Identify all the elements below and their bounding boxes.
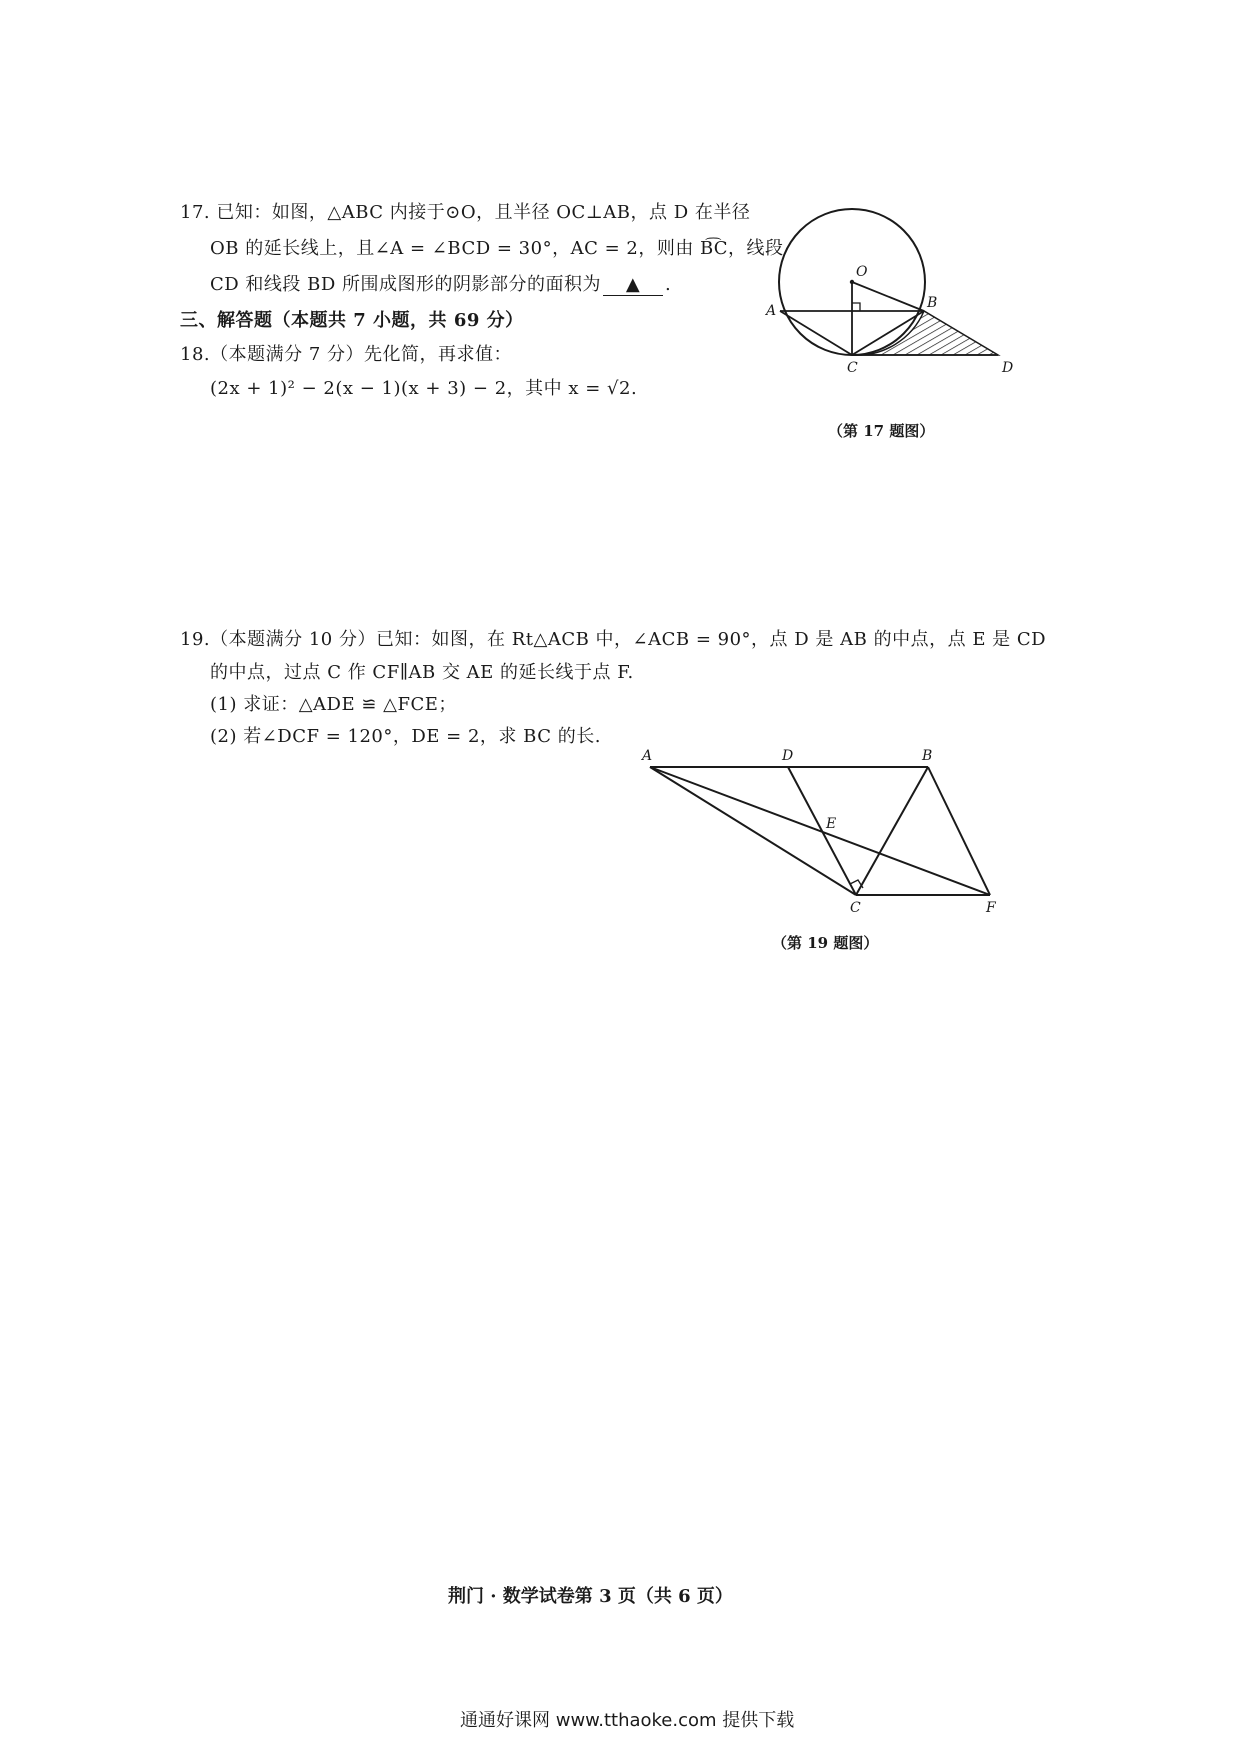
label-c: C (850, 900, 861, 916)
q17-line3 (210, 270, 671, 296)
label-f: F (986, 900, 996, 916)
label-a: A (642, 748, 653, 764)
label-e: E (826, 816, 837, 832)
shaded-region (852, 311, 998, 355)
segment-bc (856, 767, 928, 895)
q19-line2: 的中点，过点 C 作 CF∥AB 交 AE 的延长线于点 F. (210, 662, 634, 683)
figure-17-caption: （第 17 题图） (828, 422, 935, 440)
q18-expression: (2x + 1)² − 2(x − 1)(x + 3) − 2，其中 x = √2. (210, 378, 638, 399)
label-a: A (766, 303, 777, 319)
label-d: D (1002, 360, 1014, 376)
figure-19-caption: （第 19 题图） (772, 934, 879, 952)
label-c: C (847, 360, 858, 376)
label-b: B (922, 748, 933, 764)
segment-ac (780, 311, 852, 355)
figure-17 (766, 190, 1020, 390)
segment-dc (788, 767, 856, 895)
q17-line1: 17. 已知：如图，△ABC 内接于⊙O，且半径 OC⊥AB，点 D 在半径 (180, 202, 751, 223)
q17-line3-text: CD 和线段 BD 所围成图形的阴影部分的面积为 (210, 274, 602, 295)
section-heading: 三、解答题（本题共 7 小题，共 69 分） (180, 310, 524, 331)
segment-af (650, 767, 990, 895)
radius-ob (852, 282, 924, 311)
label-b: B (927, 295, 938, 311)
q19-line1: 19.（本题满分 10 分）已知：如图，在 Rt△ACB 中，∠ACB = 90°，点 D 是 AB 的中点，点 E 是 CD (180, 629, 1047, 650)
answer-blank: ▲ (603, 274, 663, 296)
figure-19 (640, 750, 1010, 920)
label-o: O (856, 264, 868, 280)
q19-part1: (1) 求证：△ADE ≌ △FCE； (210, 694, 457, 715)
source-note: 通通好课网 www.tthaoke.com 提供下载 (460, 1710, 795, 1731)
center-dot (850, 280, 854, 284)
q17-line2: OB 的延长线上，且∠A = ∠BCD = 30°，AC = 2，则由 B͡C，线段 (210, 238, 784, 259)
q19-part2: (2) 若∠DCF = 120°，DE = 2，求 BC 的长. (210, 726, 601, 747)
q17-line3-end: . (665, 274, 672, 295)
page-footer: 荆门 · 数学试卷第 3 页（共 6 页） (448, 1586, 733, 1607)
q18-line1: 18.（本题满分 7 分）先化简，再求值： (180, 344, 513, 365)
label-d: D (782, 748, 794, 764)
right-angle-mark (852, 303, 860, 311)
